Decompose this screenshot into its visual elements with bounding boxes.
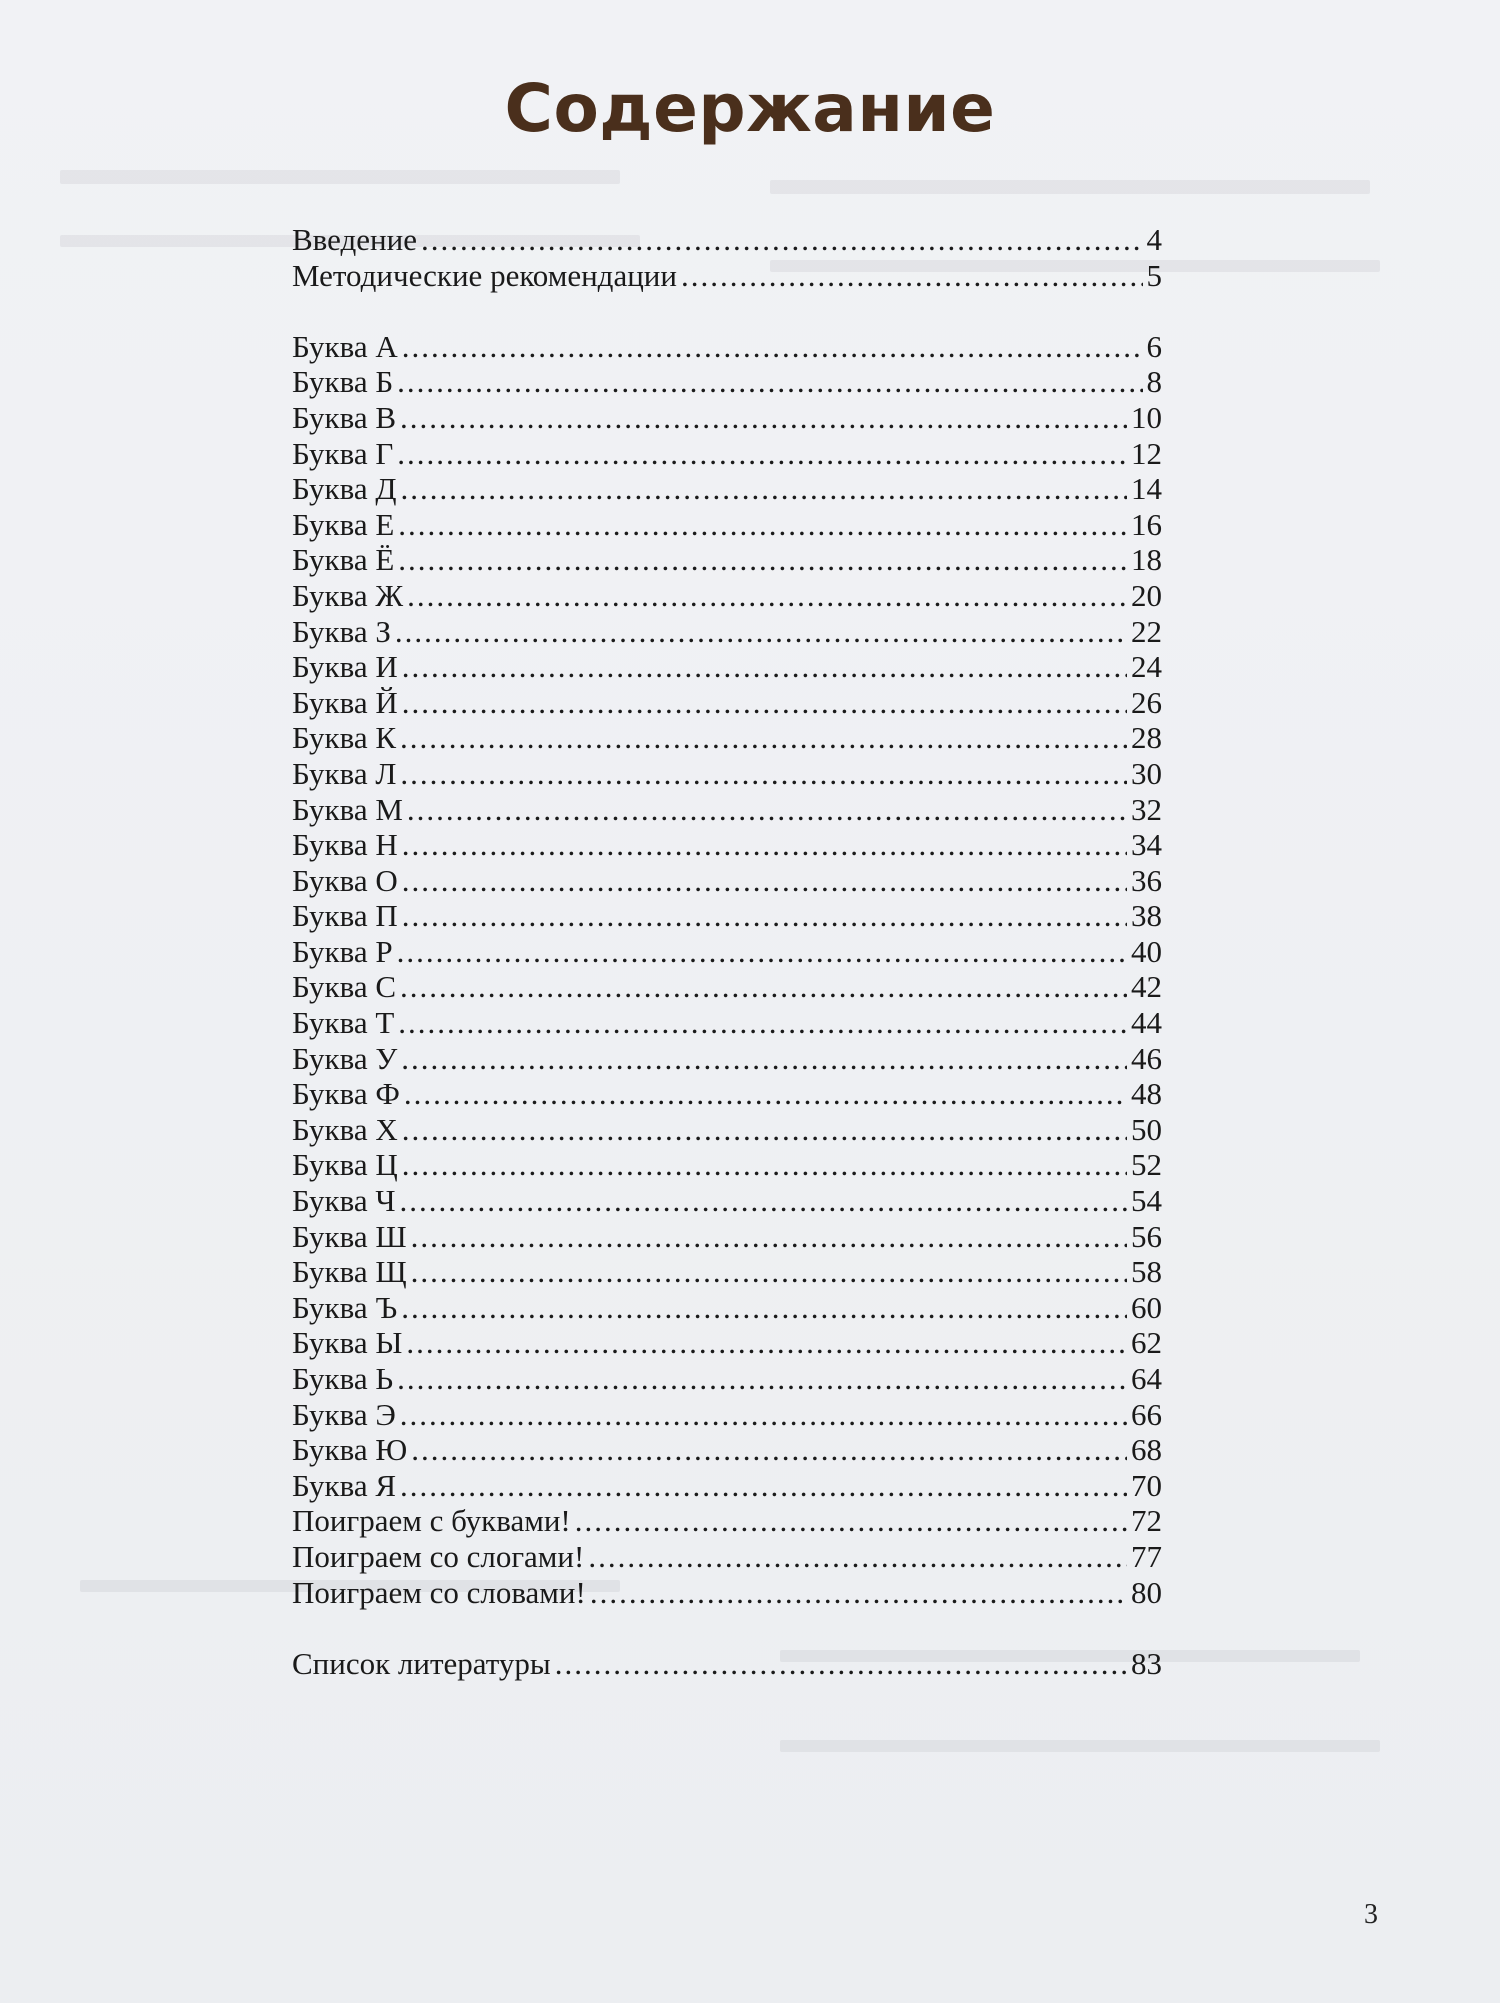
toc-entry-label: Буква К bbox=[292, 720, 397, 756]
dot-leader bbox=[400, 400, 1127, 436]
toc-entry-page: 58 bbox=[1131, 1254, 1162, 1290]
toc-entry-page: 5 bbox=[1146, 257, 1162, 293]
page-title: Содержание bbox=[504, 70, 996, 147]
dot-leader bbox=[400, 1397, 1127, 1433]
toc-entry-page: 10 bbox=[1131, 399, 1162, 435]
dot-leader bbox=[397, 436, 1127, 472]
toc-entry-page: 36 bbox=[1131, 862, 1162, 898]
toc-entry-label: Буква Г bbox=[292, 435, 394, 471]
toc-entry-page: 83 bbox=[1131, 1645, 1162, 1681]
toc-entry-label: Буква Ъ bbox=[292, 1289, 398, 1325]
toc-entry-label: Буква М bbox=[292, 791, 403, 827]
toc-entry-page: 64 bbox=[1131, 1361, 1162, 1396]
toc-entry-label: Буква Л bbox=[292, 755, 397, 791]
toc-entry-page: 70 bbox=[1131, 1467, 1162, 1503]
toc-entry[interactable] bbox=[292, 1397, 1162, 1433]
toc-entry-page: 42 bbox=[1131, 969, 1162, 1005]
toc-entry[interactable] bbox=[292, 1005, 1162, 1041]
toc-entry-label: Буква З bbox=[292, 613, 391, 649]
toc-entry-label: Буква О bbox=[292, 862, 398, 898]
toc-entry[interactable] bbox=[292, 614, 1162, 650]
toc-entry[interactable] bbox=[292, 578, 1162, 614]
dot-leader bbox=[398, 1005, 1127, 1041]
toc-entry-page: 32 bbox=[1131, 791, 1162, 827]
toc-entry[interactable] bbox=[292, 1468, 1162, 1504]
dot-leader bbox=[399, 1183, 1127, 1219]
toc-entry-label: Буква Р bbox=[292, 933, 393, 969]
dot-leader bbox=[400, 720, 1127, 756]
toc-entry-page: 77 bbox=[1131, 1538, 1162, 1574]
dot-leader bbox=[398, 507, 1127, 543]
dot-leader bbox=[402, 863, 1127, 899]
dot-leader bbox=[402, 649, 1127, 685]
toc-entry-label: Буква Ц bbox=[292, 1147, 398, 1183]
toc-entry-label: Буква Я bbox=[292, 1467, 397, 1503]
toc-entry[interactable] bbox=[292, 1325, 1162, 1361]
dot-leader bbox=[402, 685, 1127, 721]
toc-entry-label: Буква Ь bbox=[292, 1361, 394, 1396]
toc-entry-label: Буква Ч bbox=[292, 1183, 396, 1219]
dot-leader bbox=[395, 614, 1127, 650]
dot-leader bbox=[588, 1539, 1127, 1575]
toc-entry[interactable] bbox=[292, 827, 1162, 863]
toc-entry[interactable] bbox=[292, 1646, 1162, 1682]
toc-entry[interactable] bbox=[292, 1575, 1162, 1611]
toc-entry-page: 14 bbox=[1131, 471, 1162, 507]
toc-entry[interactable] bbox=[292, 507, 1162, 543]
toc-entry[interactable] bbox=[292, 1290, 1162, 1326]
toc-entry-page: 80 bbox=[1131, 1574, 1162, 1610]
toc-entry[interactable] bbox=[292, 863, 1162, 899]
page-number: 3 bbox=[1364, 1899, 1378, 1930]
toc-entry-page: 16 bbox=[1131, 506, 1162, 542]
toc-entry-page: 44 bbox=[1131, 1005, 1162, 1041]
dot-leader bbox=[397, 364, 1142, 400]
toc-entry[interactable] bbox=[292, 364, 1162, 400]
toc-entry-label: Список литературы bbox=[292, 1645, 551, 1681]
dot-leader bbox=[400, 1468, 1127, 1504]
dot-leader bbox=[407, 792, 1127, 828]
table-of-contents bbox=[292, 222, 1162, 1681]
show-through-text bbox=[780, 1740, 1380, 1752]
toc-entry-page: 26 bbox=[1131, 684, 1162, 720]
toc-entry[interactable] bbox=[292, 542, 1162, 578]
section-gap bbox=[292, 293, 1162, 329]
toc-entry-page: 4 bbox=[1146, 222, 1162, 257]
toc-entry-label: Введение bbox=[292, 222, 417, 257]
toc-entry-page: 30 bbox=[1131, 755, 1162, 791]
toc-entry-page: 60 bbox=[1131, 1289, 1162, 1325]
toc-entry[interactable] bbox=[292, 969, 1162, 1005]
toc-entry-label: Буква Й bbox=[292, 684, 398, 720]
dot-leader bbox=[398, 542, 1127, 578]
toc-entry-page: 62 bbox=[1131, 1325, 1162, 1361]
toc-entry-label: Буква Х bbox=[292, 1111, 398, 1147]
toc-entry[interactable] bbox=[292, 685, 1162, 721]
dot-leader bbox=[555, 1646, 1127, 1682]
toc-entry[interactable] bbox=[292, 1183, 1162, 1219]
dot-leader bbox=[404, 1076, 1127, 1112]
dot-leader bbox=[406, 1325, 1127, 1361]
toc-entry-label: Поиграем со слогами! bbox=[292, 1538, 585, 1574]
toc-entry-label: Буква Б bbox=[292, 364, 394, 400]
toc-entry[interactable] bbox=[292, 792, 1162, 828]
dot-leader bbox=[421, 222, 1143, 258]
toc-entry-page: 56 bbox=[1131, 1218, 1162, 1254]
toc-entry-label: Буква У bbox=[292, 1040, 398, 1076]
dot-leader bbox=[411, 1219, 1127, 1255]
toc-entry-label: Буква А bbox=[292, 328, 398, 364]
toc-entry-page: 6 bbox=[1146, 328, 1162, 364]
toc-entry-label: Буква Ж bbox=[292, 577, 404, 613]
toc-entry-label: Буква Ё bbox=[292, 542, 395, 578]
toc-entry-label: Методические рекомендации bbox=[292, 257, 677, 293]
dot-leader bbox=[400, 969, 1127, 1005]
dot-leader bbox=[401, 1041, 1127, 1077]
toc-entry[interactable] bbox=[292, 258, 1162, 294]
toc-entry-page: 12 bbox=[1131, 435, 1162, 471]
toc-entry[interactable] bbox=[292, 1041, 1162, 1077]
toc-entry[interactable] bbox=[292, 1112, 1162, 1148]
toc-entry[interactable] bbox=[292, 756, 1162, 792]
show-through-text bbox=[60, 170, 620, 184]
dot-leader bbox=[402, 898, 1127, 934]
toc-entry[interactable] bbox=[292, 1361, 1162, 1397]
toc-entry[interactable] bbox=[292, 720, 1162, 756]
dot-leader bbox=[402, 1147, 1127, 1183]
toc-entry-page: 48 bbox=[1131, 1076, 1162, 1112]
toc-entry[interactable] bbox=[292, 898, 1162, 934]
toc-entry-label: Буква Ш bbox=[292, 1218, 407, 1254]
toc-entry[interactable] bbox=[292, 1076, 1162, 1112]
toc-entry-page: 38 bbox=[1131, 898, 1162, 934]
toc-entry-label: Буква П bbox=[292, 898, 398, 934]
toc-entry-label: Буква И bbox=[292, 649, 398, 685]
dot-leader bbox=[575, 1503, 1127, 1539]
dot-leader bbox=[590, 1575, 1127, 1611]
toc-entry[interactable] bbox=[292, 400, 1162, 436]
toc-entry-label: Буква Е bbox=[292, 506, 395, 542]
toc-entry-page: 24 bbox=[1131, 649, 1162, 685]
toc-entry-page: 18 bbox=[1131, 542, 1162, 578]
toc-entry-page: 52 bbox=[1131, 1147, 1162, 1183]
toc-entry-page: 50 bbox=[1131, 1111, 1162, 1147]
toc-entry-page: 40 bbox=[1131, 933, 1162, 969]
dot-leader bbox=[397, 1361, 1127, 1397]
dot-leader bbox=[402, 329, 1143, 365]
toc-entry-page: 28 bbox=[1131, 720, 1162, 756]
dot-leader bbox=[681, 258, 1143, 294]
dot-leader bbox=[400, 756, 1127, 792]
toc-entry-page: 8 bbox=[1146, 364, 1162, 400]
toc-entry-label: Буква Щ bbox=[292, 1254, 407, 1290]
section-gap bbox=[292, 1610, 1162, 1646]
dot-leader bbox=[401, 1290, 1127, 1326]
toc-entry-page: 72 bbox=[1131, 1503, 1162, 1539]
toc-entry-label: Буква Э bbox=[292, 1396, 396, 1432]
toc-entry-label: Поиграем с буквами! bbox=[292, 1503, 571, 1539]
toc-entry[interactable] bbox=[292, 1219, 1162, 1255]
toc-entry-page: 20 bbox=[1131, 577, 1162, 613]
dot-leader bbox=[402, 827, 1127, 863]
dot-leader bbox=[402, 1112, 1127, 1148]
toc-entry[interactable] bbox=[292, 1539, 1162, 1575]
toc-entry[interactable] bbox=[292, 436, 1162, 472]
dot-leader bbox=[407, 578, 1127, 614]
dot-leader bbox=[400, 471, 1127, 507]
toc-entry-page: 66 bbox=[1131, 1396, 1162, 1432]
dot-leader bbox=[397, 934, 1127, 970]
toc-entry-label: Буква Н bbox=[292, 827, 398, 863]
toc-entry[interactable] bbox=[292, 471, 1162, 507]
toc-entry-page: 34 bbox=[1131, 827, 1162, 863]
toc-entry-page: 46 bbox=[1131, 1040, 1162, 1076]
toc-entry-label: Буква Д bbox=[292, 471, 397, 507]
dot-leader bbox=[411, 1432, 1127, 1468]
toc-entry-page: 54 bbox=[1131, 1183, 1162, 1219]
toc-entry[interactable] bbox=[292, 1254, 1162, 1290]
show-through-text bbox=[770, 180, 1370, 194]
toc-entry[interactable] bbox=[292, 649, 1162, 685]
toc-entry[interactable] bbox=[292, 1147, 1162, 1183]
toc-entry-label: Буква Ы bbox=[292, 1325, 403, 1361]
toc-entry-label: Буква Т bbox=[292, 1005, 395, 1041]
toc-entry-page: 68 bbox=[1131, 1432, 1162, 1468]
toc-entry-label: Поиграем со словами! bbox=[292, 1574, 586, 1610]
toc-entry[interactable] bbox=[292, 329, 1162, 365]
toc-entry[interactable] bbox=[292, 222, 1162, 258]
toc-entry-label: Буква Ю bbox=[292, 1432, 408, 1468]
toc-entry-label: Буква В bbox=[292, 399, 397, 435]
toc-entry-label: Буква Ф bbox=[292, 1076, 400, 1112]
dot-leader bbox=[411, 1254, 1127, 1290]
toc-entry-page: 22 bbox=[1131, 613, 1162, 649]
toc-entry[interactable] bbox=[292, 1503, 1162, 1539]
toc-entry[interactable] bbox=[292, 934, 1162, 970]
toc-entry[interactable] bbox=[292, 1432, 1162, 1468]
toc-entry-label: Буква С bbox=[292, 969, 397, 1005]
